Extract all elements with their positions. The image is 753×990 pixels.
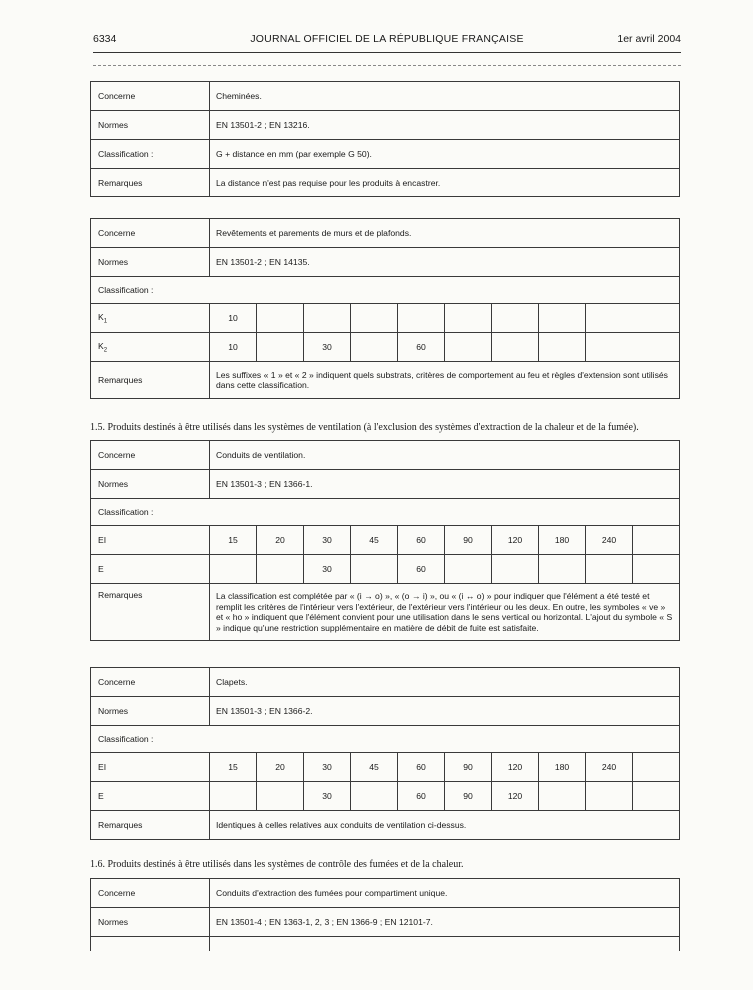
table-conduits-ventilation <box>90 440 680 641</box>
table-row <box>91 140 680 169</box>
class-cell <box>492 333 539 362</box>
page-header <box>93 33 681 49</box>
table-row <box>91 111 680 140</box>
class-cell <box>257 304 304 333</box>
class-cell: 15 <box>210 753 257 782</box>
row-value: La distance n'est pas requise pour les produits à encastrer. <box>210 169 680 197</box>
class-cell: 15 <box>210 526 257 555</box>
row-value: Revêtements et parements de murs et de plafonds. <box>210 219 680 248</box>
row-label: Concerne <box>91 219 210 248</box>
classification-row <box>91 555 680 584</box>
table-row <box>91 697 680 726</box>
row-label: Concerne <box>91 441 210 470</box>
class-cell <box>539 304 586 333</box>
row-value: EN 13501-2 ; EN 14135. <box>210 248 680 277</box>
row-value: EN 13501-4 ; EN 1363-1, 2, 3 ; EN 1366-9 ; EN 12101-7. <box>210 908 680 937</box>
row-label: Normes <box>91 111 210 140</box>
class-cell: 180 <box>539 753 586 782</box>
class-cell: 240 <box>586 753 633 782</box>
class-cell: 60 <box>398 526 445 555</box>
row-label: Remarques <box>91 362 210 399</box>
table-row <box>91 82 680 111</box>
class-label: E <box>91 782 210 811</box>
class-cell: 240 <box>586 526 633 555</box>
row-value: EN 13501-3 ; EN 1366-2. <box>210 697 680 726</box>
class-cell: 60 <box>398 555 445 584</box>
class-cell: 120 <box>492 782 539 811</box>
row-value: Conduits d'extraction des fumées pour compartiment unique. <box>210 879 680 908</box>
classification-row <box>91 333 680 362</box>
class-cell: 120 <box>492 753 539 782</box>
row-label: Concerne <box>91 668 210 697</box>
class-cell: 10 <box>210 333 257 362</box>
table-row <box>91 499 680 526</box>
class-cell <box>492 555 539 584</box>
table-row <box>91 362 680 399</box>
row-label: Remarques <box>91 169 210 197</box>
class-cell: 120 <box>492 526 539 555</box>
class-cell <box>445 555 492 584</box>
class-cell <box>633 555 680 584</box>
row-label: Remarques <box>91 584 210 641</box>
class-cell: 60 <box>398 753 445 782</box>
row-label: Normes <box>91 697 210 726</box>
class-cell <box>539 555 586 584</box>
table-row <box>91 470 680 499</box>
subscript: 1 <box>103 318 108 325</box>
table-row <box>91 169 680 197</box>
table-row <box>91 879 680 908</box>
row-value: G + distance en mm (par exemple G 50). <box>210 140 680 169</box>
row-label: Concerne <box>91 879 210 908</box>
classification-label: Classification : <box>91 277 680 304</box>
section-heading-1-5: 1.5. Produits destinés à être utilisés dans les systèmes de ventilation (à l'exclusion des systèmes d'extraction de la chaleur et de la fumée). <box>90 422 639 433</box>
header-dashed-rule <box>93 65 681 66</box>
class-cell <box>539 782 586 811</box>
class-cell <box>351 304 398 333</box>
page-number: 6334 <box>93 33 117 45</box>
table-row <box>91 811 680 840</box>
table-revetements <box>90 218 680 399</box>
subscript: 2 <box>103 347 108 354</box>
class-cell <box>539 333 586 362</box>
table-row <box>91 584 680 641</box>
row-value: EN 13501-2 ; EN 13216. <box>210 111 680 140</box>
class-cell <box>351 555 398 584</box>
class-cell <box>398 304 445 333</box>
row-value: Cheminées. <box>210 82 680 111</box>
class-cell <box>633 753 680 782</box>
class-cell: 45 <box>351 526 398 555</box>
row-label: Classification : <box>91 140 210 169</box>
row-value: Les suffixes « 1 » et « 2 » indiquent quels substrats, critères de comportement au feu et règles d'extension sont utilisés dans cette classification. <box>210 362 680 399</box>
class-cell <box>445 333 492 362</box>
row-value: La classification est complétée par « (i → o) », « (o → i) », ou « (i ↔ o) » pour indiquer que l'élément a été testé et remplit les critères de l'intérieur vers l'extérieur, de l'extérieur vers l'intérieur ou les deux. En outre, les symboles « ve » et « ho » indiquent que l'élément convient pour une utilisation dans le sens vertical ou horizontal. L'ajout du symbole « S » indique qu'une restriction supplémentaire en matière de débit de fuite est satisfaite. <box>210 584 680 641</box>
classification-label: Classification : <box>91 499 680 526</box>
row-value: Clapets. <box>210 668 680 697</box>
class-cell: 20 <box>257 526 304 555</box>
class-label: $K_1$ <box>91 304 210 333</box>
class-cell: 45 <box>351 753 398 782</box>
class-cell <box>351 782 398 811</box>
row-label: Normes <box>91 908 210 937</box>
row-value: EN 13501-3 ; EN 1366-1. <box>210 470 680 499</box>
table-row <box>91 219 680 248</box>
class-cell: 90 <box>445 753 492 782</box>
journal-title: JOURNAL OFFICIEL DE LA RÉPUBLIQUE FRANÇAISE <box>250 33 524 45</box>
row-label <box>91 937 210 951</box>
class-cell <box>445 304 492 333</box>
classification-row <box>91 526 680 555</box>
classification-row <box>91 304 680 333</box>
row-label: Normes <box>91 470 210 499</box>
classification-row <box>91 753 680 782</box>
table-row <box>91 277 680 304</box>
class-cell <box>304 304 351 333</box>
class-cell: 30 <box>304 782 351 811</box>
class-cell <box>633 526 680 555</box>
class-cell <box>586 333 680 362</box>
class-cell <box>492 304 539 333</box>
class-cell: 30 <box>304 753 351 782</box>
table-conduits-extraction <box>90 878 680 951</box>
class-cell <box>210 782 257 811</box>
class-cell: 10 <box>210 304 257 333</box>
class-cell: 180 <box>539 526 586 555</box>
class-cell <box>633 782 680 811</box>
class-cell <box>210 555 257 584</box>
classification-row <box>91 782 680 811</box>
class-cell: 30 <box>304 333 351 362</box>
class-cell: 30 <box>304 526 351 555</box>
table-cheminees <box>90 81 680 197</box>
class-cell <box>257 333 304 362</box>
row-value: Conduits de ventilation. <box>210 441 680 470</box>
row-label: Normes <box>91 248 210 277</box>
publication-date: 1er avril 2004 <box>617 33 681 45</box>
table-row <box>91 908 680 937</box>
class-cell: 60 <box>398 782 445 811</box>
class-label: E <box>91 555 210 584</box>
table-clapets <box>90 667 680 840</box>
header-rule <box>93 52 681 53</box>
class-cell <box>586 555 633 584</box>
class-cell <box>257 782 304 811</box>
table-row <box>91 726 680 753</box>
section-heading-1-6: 1.6. Produits destinés à être utilisés dans les systèmes de contrôle des fumées et de la chaleur. <box>90 859 464 870</box>
table-row <box>91 668 680 697</box>
table-row <box>91 441 680 470</box>
class-cell: 20 <box>257 753 304 782</box>
row-label: Remarques <box>91 811 210 840</box>
row-value <box>210 937 680 951</box>
class-cell <box>586 304 680 333</box>
class-cell: 30 <box>304 555 351 584</box>
class-cell <box>257 555 304 584</box>
row-value: Identiques à celles relatives aux conduits de ventilation ci-dessus. <box>210 811 680 840</box>
class-cell: 90 <box>445 782 492 811</box>
table-row <box>91 937 680 951</box>
class-cell <box>351 333 398 362</box>
row-label: Concerne <box>91 82 210 111</box>
table-row <box>91 248 680 277</box>
classification-label: Classification : <box>91 726 680 753</box>
class-label: EI <box>91 753 210 782</box>
class-cell: 90 <box>445 526 492 555</box>
class-cell <box>586 782 633 811</box>
class-label: EI <box>91 526 210 555</box>
class-label: $K_2$ <box>91 333 210 362</box>
class-cell: 60 <box>398 333 445 362</box>
